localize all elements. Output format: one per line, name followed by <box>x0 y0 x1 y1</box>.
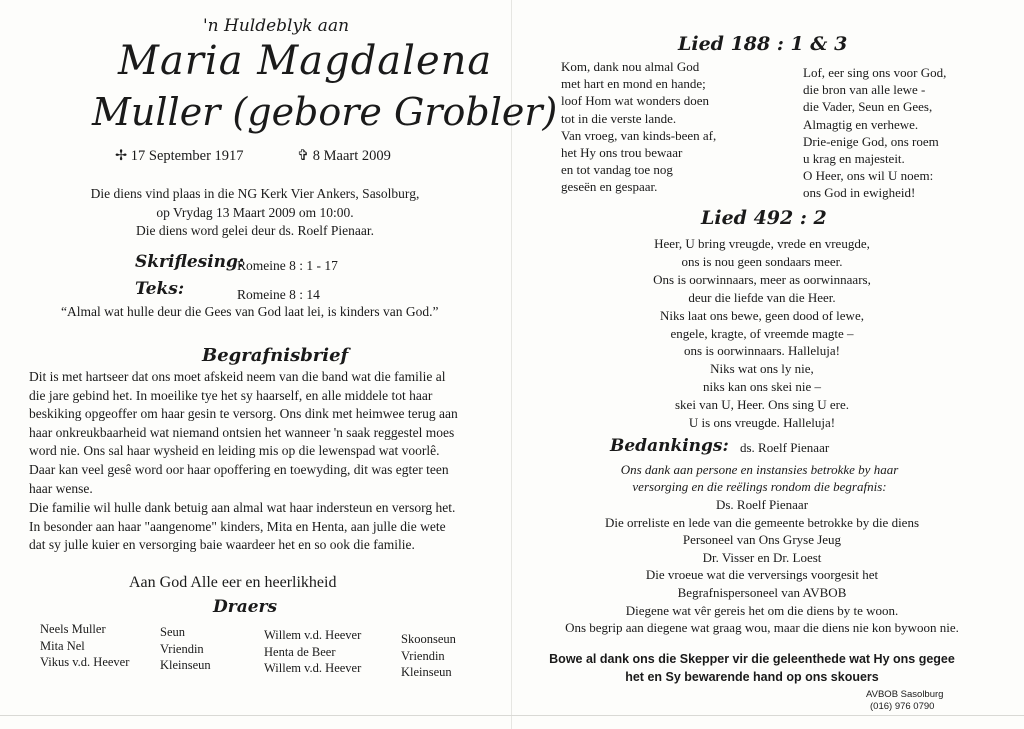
service-line: Die diens vind plaas in die NG Kerk Vier Ankers, Sasolburg, <box>90 186 420 201</box>
bearer-name: Willem v.d. Heever <box>264 628 362 642</box>
paragraph-line: Die familie wil hulle dank betuig aan almal wat haar indersteun en versorg het. <box>29 500 456 515</box>
right-page <box>512 0 1024 729</box>
verse-line: tot in die verste lande. <box>561 110 677 126</box>
bearer-name: Willem v.d. Heever <box>264 661 362 675</box>
bearers-names-col1 <box>40 621 129 671</box>
bearer-name: Vikus v.d. Heever <box>40 655 130 669</box>
closing-line: Bowe al dank ons die Skepper vir die geleenthede wat Hy ons gegee <box>549 652 955 666</box>
bearer-relation: Kleinseun <box>401 665 452 679</box>
bearer-relation: Vriendin <box>401 648 445 663</box>
closing-line: het en Sy bewarende hand op ons skouers <box>625 669 879 684</box>
verse-line: die bron van alle lewe - <box>803 82 926 98</box>
verse-line: deur die liefde van die Heer. <box>688 289 836 305</box>
verse-line: Niks laat ons bewe, geen dood of lewe, <box>660 307 864 323</box>
thanks-item: Ons begrip aan diegene wat graag wou, maar die diens nie kon bywoon nie. <box>565 620 959 636</box>
verse-line: Lof, eer sing ons voor God, <box>803 65 947 80</box>
verse-line: en tot vandag toe nog <box>561 162 673 178</box>
verse-line: Van vroeg, van kinds-been af, <box>561 127 717 143</box>
thanks-label: Bedankings: <box>610 436 729 456</box>
thanks-minister: ds. Roelf Pienaar <box>740 440 830 455</box>
thanks-item: Personeel van Ons Gryse Jeug <box>682 532 842 548</box>
verse-line: Ons is oorwinnaars, meer as oorwinnaars, <box>653 271 871 287</box>
death-cross-icon: ✞ <box>297 148 310 164</box>
verse-line: skei van U, Heer. Ons sing U ere. <box>674 397 849 413</box>
birth-date <box>115 148 244 165</box>
bearer-name: Henta de Beer <box>264 644 336 659</box>
verse-line: die Vader, Seun en Gees, <box>803 99 933 115</box>
paragraph-line: dat sy julle kuier en versorging baie waardeer het en so ook die familie. <box>29 537 415 553</box>
scripture-label: Skriflesing: <box>135 252 245 272</box>
thanks-intro <box>532 461 987 496</box>
bearer-relation: Vriendin <box>160 641 204 656</box>
paragraph-line: haar wense. <box>29 480 93 496</box>
verse-line: het Hy ons trou bewaar <box>561 145 683 161</box>
thanks-item: Die orreliste en lede van die gemeente betrokke by die diens <box>604 514 920 530</box>
birth-date-text: 17 September 1917 <box>130 148 244 164</box>
thanks-list <box>522 496 1002 637</box>
tribute-heading: 'n Huldeblyk aan <box>203 16 350 36</box>
thanks-intro-line: versorging en die reëlings rondom die begrafnis: <box>632 479 887 495</box>
verse-line: Kom, dank nou almal God <box>561 59 700 74</box>
service-line: op Vrydag 13 Maart 2009 om 10:00. <box>156 204 354 220</box>
paragraph-line: word nie. Ons sal haar wysheid en leiding mis op die lewenspad wat voorlê. <box>29 443 440 459</box>
verse-line: Niks wat ons ly nie, <box>710 361 814 377</box>
hymn1-verse3 <box>803 64 946 202</box>
footer-phone: (016) 976 0790 <box>870 700 935 712</box>
thanks-item: Dr. Visser en Dr. Loest <box>702 549 822 565</box>
service-details <box>50 185 460 241</box>
footer-contact <box>866 689 943 712</box>
bearer-name: Neels Muller <box>40 622 106 636</box>
bearer-relation: Kleinseun <box>160 658 211 672</box>
glory-line: Aan God Alle eer en heerlikheid <box>129 574 337 591</box>
service-line: Die diens word gelei deur ds. Roelf Pienaar. <box>135 223 375 238</box>
verse-line: ons God in ewigheid! <box>803 185 916 201</box>
paragraph-line: beskiking opgeoffer om haar gesin te versorg. Ons dink met heimwee terug aan <box>29 406 458 422</box>
bearers-relations-col1 <box>160 624 211 674</box>
paragraph-line: In besonder aan haar "aangenome" kinders, Mita en Henta, aan julle die wete <box>29 518 446 534</box>
verse-line: geseën en gespaar. <box>561 179 658 195</box>
verse-line: O Heer, ons wil U noem: <box>803 168 934 184</box>
bearers-names-col2 <box>264 627 361 677</box>
hymn2-heading: Lied 492 : 2 <box>701 207 827 229</box>
verse-line: engele, kragte, of vreemde magte – <box>670 325 854 341</box>
verse-line: U is ons vreugde. Halleluja! <box>688 415 836 431</box>
funeral-letter-paragraph-1 <box>29 368 472 498</box>
hymn2-verse <box>592 235 932 432</box>
footer-company: AVBOB Sasolburg <box>866 689 944 700</box>
verse-line: niks kan ons skei nie – <box>702 379 822 395</box>
bearer-name: Mita Nel <box>40 638 85 653</box>
thanks-item: Die vroeue wat die verversings voorgesit het <box>645 567 879 583</box>
hymn1-verse1 <box>561 58 716 196</box>
verse-line: ons is nou geen sondaars meer. <box>681 253 843 269</box>
text-reference: Romeine 8 : 14 <box>237 287 320 302</box>
paragraph-line: Daar kan veel gesê word oor haar opoffering en toewyding, dit was egter teen <box>29 461 449 477</box>
funeral-letter-paragraph-2 <box>29 499 472 555</box>
deceased-name-line1: Maria Magdalena <box>118 38 493 84</box>
verse-line: met hart en mond en hande; <box>561 76 706 92</box>
paragraph-line: Dit is met hartseer dat ons moet afskeid neem van die band wat die familie al <box>29 369 446 384</box>
thanks-intro-line: Ons dank aan persone en instansies betrokke by haar <box>620 462 899 477</box>
scripture-reference: Romeine 8 : 1 - 17 <box>237 258 338 273</box>
verse-line: ons is oorwinnaars. Halleluja! <box>684 343 840 359</box>
paragraph-line: die jare gebind het. In moeilike tye het sy haarself, en alle middele tot haar <box>29 387 433 403</box>
verse-line: u krag en majesteit. <box>803 151 905 167</box>
verse-line: loof Hom wat wonders doen <box>561 93 710 109</box>
deceased-name-line2: Muller (gebore Grobler) <box>92 90 558 134</box>
thanks-item: Begrafnispersoneel van AVBOB <box>677 584 847 600</box>
funeral-letter-heading: Begrafnisbrief <box>202 345 349 366</box>
bearers-relations-col2 <box>401 631 456 681</box>
death-date <box>297 148 391 165</box>
bearers-heading: Draers <box>213 597 278 617</box>
scripture-quote: “Almal wat hulle deur die Gees van God laat lei, is kinders van God.” <box>61 304 439 319</box>
death-date-text: 8 Maart 2009 <box>312 148 391 164</box>
verse-line: Heer, U bring vreugde, vrede en vreugde, <box>654 236 870 251</box>
thanks-item: Ds. Roelf Pienaar <box>715 497 809 512</box>
birth-star-icon: ✢ <box>115 148 128 164</box>
thanks-item: Diegene wat vêr gereis het om die diens by te woon. <box>625 602 899 618</box>
paragraph-line: haar onkreukbaarheid wat niemand ontsien het wanneer 'n saak reggestel moes <box>29 424 455 440</box>
bearer-relation: Skoonseun <box>401 632 456 646</box>
hymn1-heading: Lied 188 : 1 & 3 <box>678 33 848 55</box>
text-label: Teks: <box>135 279 185 299</box>
bearer-relation: Seun <box>160 625 185 639</box>
closing-statement <box>522 651 982 686</box>
verse-line: Drie-enige God, ons roem <box>803 133 939 149</box>
verse-line: Almagtig en verhewe. <box>803 116 919 132</box>
